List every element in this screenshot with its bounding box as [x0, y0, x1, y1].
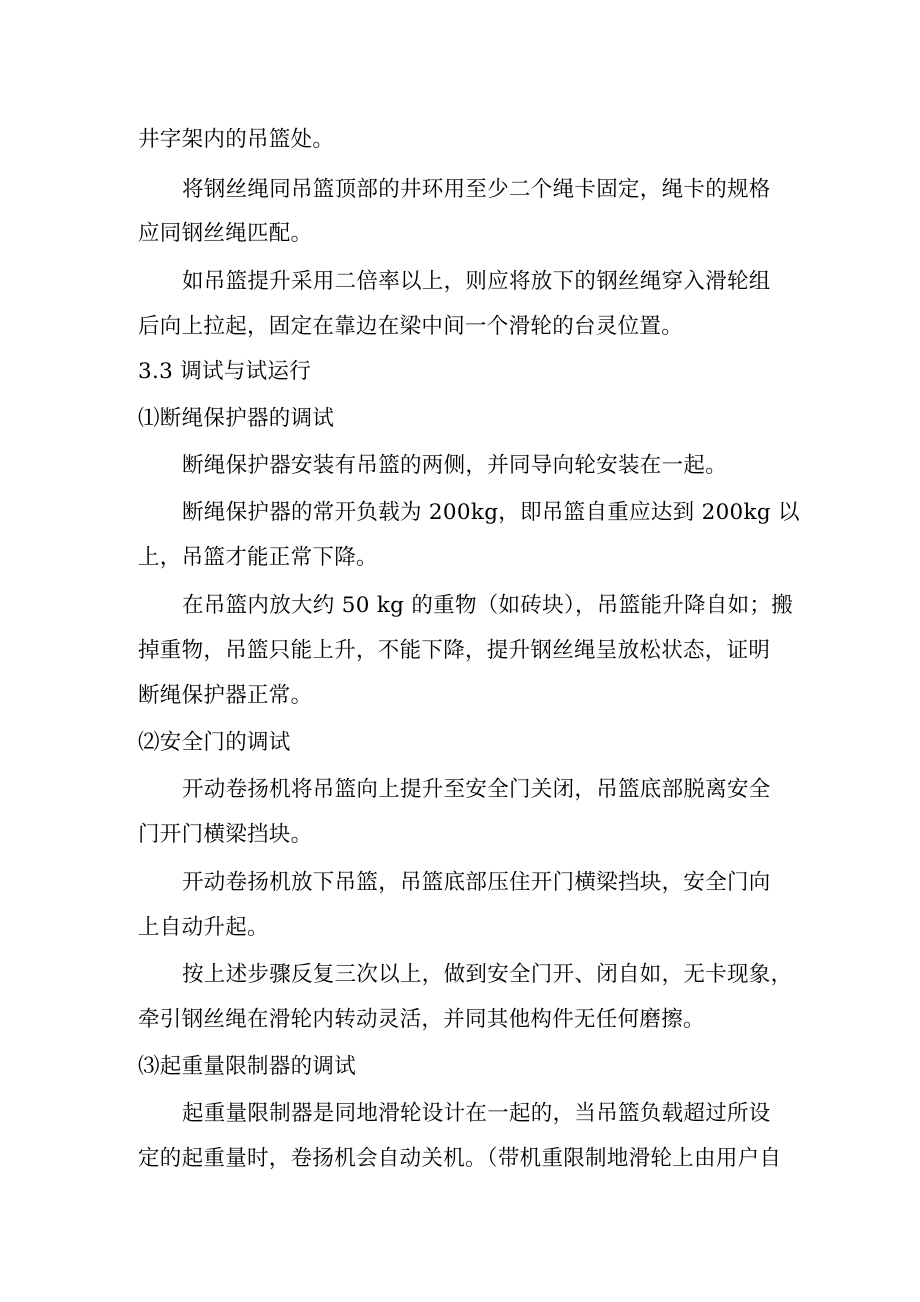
- paragraph-line: 开动卷扬机放下吊篮，吊篮底部压住开门横梁挡块，安全门向: [182, 870, 771, 895]
- subsection-heading: ⑵安全门的调试: [138, 730, 291, 755]
- paragraph-line: 在吊篮内放大约 50 kg 的重物（如砖块），吊篮能升降自如；搬: [182, 593, 794, 618]
- paragraph-line: 如吊篮提升采用二倍率以上，则应将放下的钢丝绳穿入滑轮组: [182, 269, 771, 294]
- paragraph-line: 后向上拉起，固定在靠边在梁中间一个滑轮的台灵位置。: [138, 314, 684, 339]
- subsection-heading: ⑴断绳保护器的调试: [138, 406, 335, 431]
- paragraph-line: 井字架内的吊篮处。: [138, 127, 335, 152]
- paragraph-line: 门开门横梁挡块。: [138, 822, 313, 847]
- paragraph-line: 起重量限制器是同地滑轮设计在一起的，当吊篮负载超过所设: [182, 1101, 771, 1126]
- paragraph-line: 上，吊篮才能正常下降。: [138, 545, 378, 570]
- paragraph-line: 掉重物，吊篮只能上升，不能下降，提升钢丝绳呈放松状态，证明: [138, 638, 771, 663]
- paragraph-line: 应同钢丝绳匹配。: [138, 221, 313, 246]
- section-heading: 3.3 调试与试运行: [138, 359, 312, 384]
- paragraph-line: 定的起重量时，卷扬机会自动关机。（带机重限制地滑轮上由用户自: [138, 1146, 782, 1171]
- subsection-heading: ⑶起重量限制器的调试: [138, 1054, 357, 1079]
- paragraph-line: 断绳保护器正常。: [138, 683, 313, 708]
- paragraph-line: 断绳保护器的常开负载为 200kg，即吊篮自重应达到 200kg 以: [182, 500, 800, 525]
- paragraph-line: 将钢丝绳同吊篮顶部的井环用至少二个绳卡固定，绳卡的规格: [182, 177, 771, 202]
- paragraph-line: 牵引钢丝绳在滑轮内转动灵活，并同其他构件无任何磨擦。: [138, 1007, 705, 1032]
- paragraph-line: 上自动升起。: [138, 915, 269, 940]
- paragraph-line: 断绳保护器安装有吊篮的两侧，并同导向轮安装在一起。: [182, 453, 728, 478]
- paragraph-line: 开动卷扬机将吊篮向上提升至安全门关闭，吊篮底部脱离安全: [182, 777, 771, 802]
- paragraph-line: 按上述步骤反复三次以上，做到安全门开、闭自如，无卡现象，: [182, 962, 793, 987]
